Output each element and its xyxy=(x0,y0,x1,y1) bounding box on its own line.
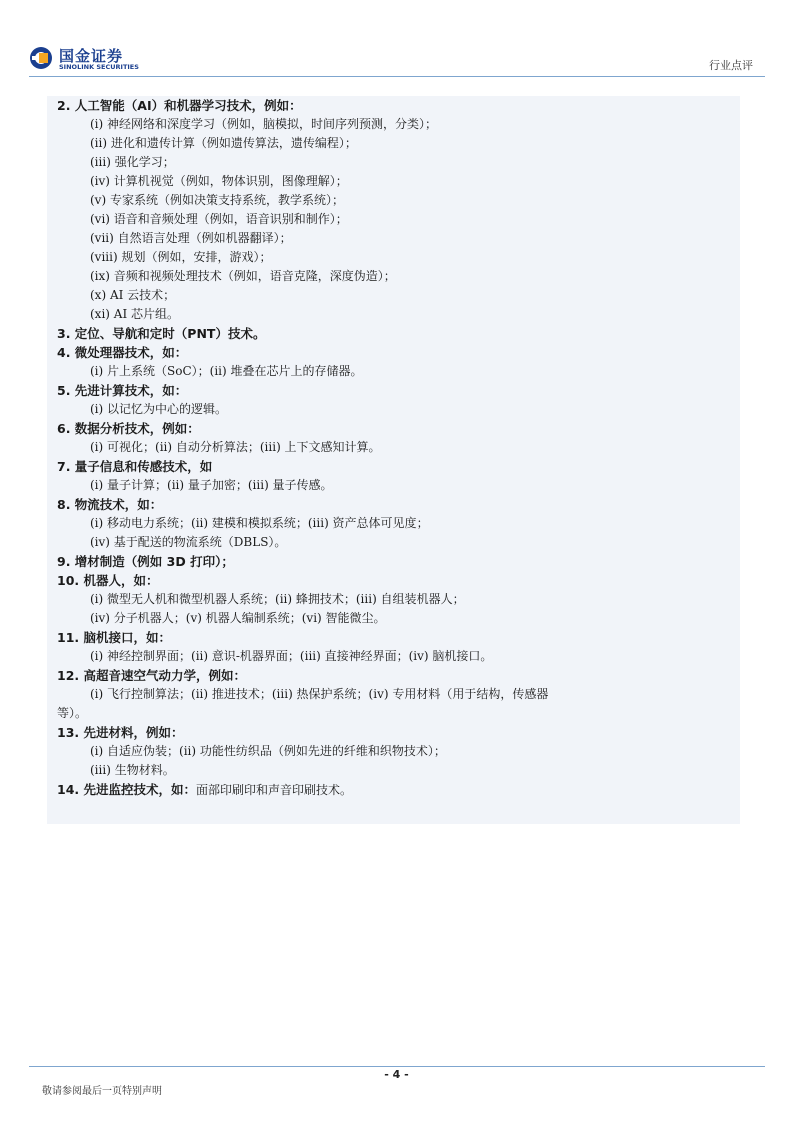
header-divider xyxy=(29,76,765,77)
list-sub-item: (ix) 音频和视频处理技术（例如，语音克隆，深度伪造）； xyxy=(90,269,396,283)
logo-text-cn: 国金证券 xyxy=(59,47,124,65)
report-type-label: 行业点评 xyxy=(709,59,753,72)
list-sub-item: (iv) 基于配送的物流系统（DBLS）。 xyxy=(90,535,287,549)
technology-list xyxy=(57,96,742,799)
list-sub-item: (i) 量子计算；(ii) 量子加密；(iii) 量子传感。 xyxy=(90,478,333,492)
page-number: - 4 - xyxy=(384,1068,409,1081)
list-sub-item: (i) 神经控制界面；(ii) 意识-机器界面；(iii) 直接神经界面；(iv) 脑机接口。 xyxy=(90,649,493,663)
list-sub-item: (v) 专家系统（例如决策支持系统，教学系统）； xyxy=(90,193,344,207)
list-sub-item: (iv) 分子机器人；(v) 机器人编制系统；(vi) 智能微尘。 xyxy=(90,611,386,625)
list-sub-item: (i) 移动电力系统；(ii) 建模和模拟系统；(iii) 资产总体可见度； xyxy=(90,516,429,530)
logo-text-en: SINOLINK SECURITIES xyxy=(59,63,139,71)
list-item-heading: 7. 量子信息和传感技术，如 xyxy=(57,459,213,474)
list-item-heading: 6. 数据分析技术，例如： xyxy=(57,421,200,436)
list-sub-item-continuation: 等）。 xyxy=(57,706,88,720)
list-sub-item: (i) 可视化；(ii) 自动分析算法；(iii) 上下文感知计算。 xyxy=(90,440,381,454)
list-sub-item: (iii) 生物材料。 xyxy=(90,763,175,777)
footer-divider xyxy=(29,1066,765,1067)
list-sub-item: (x) AI 云技术； xyxy=(90,288,176,302)
list-sub-item: (i) 以记忆为中心的逻辑。 xyxy=(90,402,228,416)
logo-mark-icon xyxy=(29,46,53,70)
list-sub-item: (i) 飞行控制算法；(ii) 推进技术；(iii) 热保护系统；(iv) 专用材料（用于结构，传感器 xyxy=(90,687,549,701)
list-item-heading: 3. 定位、导航和定时（PNT）技术。 xyxy=(57,326,266,341)
list-item-heading: 5. 先进计算技术，如： xyxy=(57,383,188,398)
list-item-heading: 14. 先进监控技术，如：面部印刷印和声音印刷技术。 xyxy=(57,782,353,797)
list-sub-item: (iv) 计算机视觉（例如，物体识别，图像理解）； xyxy=(90,174,348,188)
list-item-heading: 11. 脑机接口，如： xyxy=(57,630,171,645)
list-sub-item: (ii) 进化和遗传计算（例如遗传算法，遗传编程）； xyxy=(90,136,357,150)
disclaimer-text: 敬请参阅最后一页特别声明 xyxy=(42,1086,162,1097)
company-logo xyxy=(29,44,149,74)
list-sub-item: (i) 自适应伪装；(ii) 功能性纺织品（例如先进的纤维和织物技术）； xyxy=(90,744,446,758)
list-item-heading: 13. 先进材料，例如： xyxy=(57,725,184,740)
list-item-heading: 2. 人工智能（AI）和机器学习技术，例如： xyxy=(57,98,302,113)
list-item-heading: 10. 机器人，如： xyxy=(57,573,159,588)
list-sub-item: (viii) 规划（例如，安排，游戏）； xyxy=(90,250,272,264)
list-item-heading: 4. 微处理器技术，如： xyxy=(57,345,188,360)
list-item-heading: 9. 增材制造（例如 3D 打印）； xyxy=(57,554,234,569)
page-header xyxy=(0,0,793,80)
list-item-heading-tail: 面部印刷印和声音印刷技术。 xyxy=(196,783,353,797)
list-sub-item: (i) 神经网络和深度学习（例如，脑模拟，时间序列预测，分类）； xyxy=(90,117,438,131)
list-sub-item: (i) 片上系统（SoC）；(ii) 堆叠在芯片上的存储器。 xyxy=(90,364,363,378)
list-sub-item: (iii) 强化学习； xyxy=(90,155,175,169)
list-sub-item: (vii) 自然语言处理（例如机器翻译）； xyxy=(90,231,292,245)
list-item-heading: 12. 高超音速空气动力学，例如： xyxy=(57,668,246,683)
list-sub-item: (vi) 语音和音频处理（例如，语音识别和制作）； xyxy=(90,212,348,226)
list-item-heading: 8. 物流技术，如： xyxy=(57,497,163,512)
list-sub-item: (xi) AI 芯片组。 xyxy=(90,307,180,321)
list-sub-item: (i) 微型无人机和微型机器人系统；(ii) 蜂拥技术；(iii) 自组装机器人； xyxy=(90,592,465,606)
